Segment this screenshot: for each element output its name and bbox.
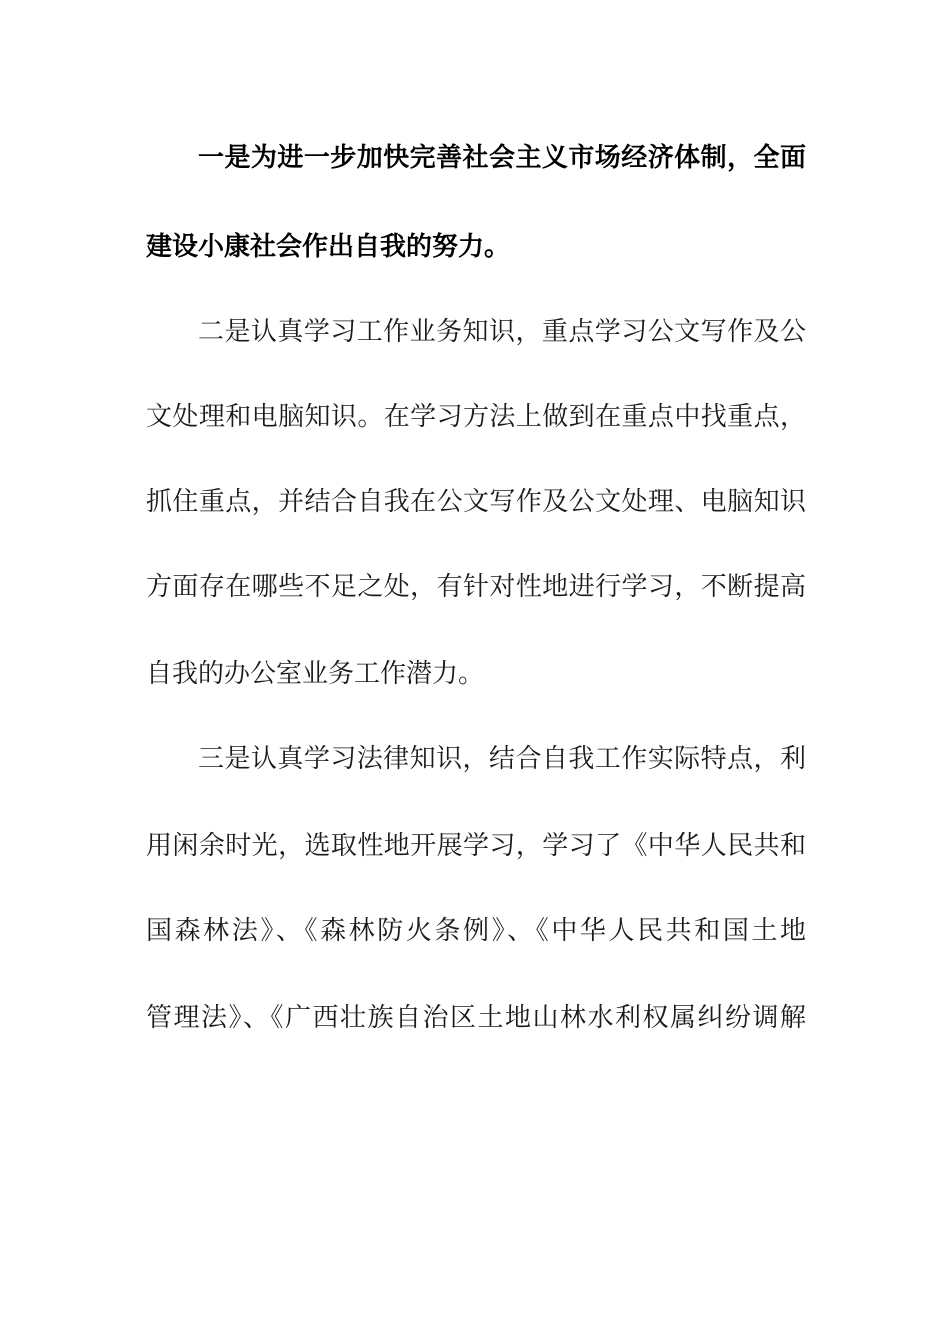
paragraph-2-line-2: 文处理和电脑知识。在学习方法上做到在重点中找重点， — [146, 402, 806, 432]
paragraph-2-line-1: 二是认真学习工作业务知识，重点学习公文写作及公 — [198, 317, 806, 347]
paragraph-1-line-2: 建设小康社会作出自我的努力。 — [146, 232, 511, 262]
paragraph-3-line-2: 用闲余时光，选取性地开展学习，学习了《中华人民共和 — [146, 831, 806, 861]
paragraph-2-line-4: 方面存在哪些不足之处，有针对性地进行学习，不断提高 — [146, 572, 806, 602]
paragraph-3-line-3: 国森林法》、《森林防火条例》、《中华人民共和国土地 — [146, 916, 806, 946]
paragraph-3-line-1: 三是认真学习法律知识，结合自我工作实际特点，利 — [198, 744, 806, 774]
paragraph-2-line-5: 自我的办公室业务工作潜力。 — [146, 659, 485, 689]
paragraph-1-line-1: 一是为进一步加快完善社会主义市场经济体制，全面 — [198, 143, 806, 173]
paragraph-3-line-4: 管理法》、《广西壮族自治区土地山林水利权属纠纷调解 — [146, 1003, 806, 1033]
paragraph-2-line-3: 抓住重点，并结合自我在公文写作及公文处理、电脑知识 — [146, 487, 806, 517]
